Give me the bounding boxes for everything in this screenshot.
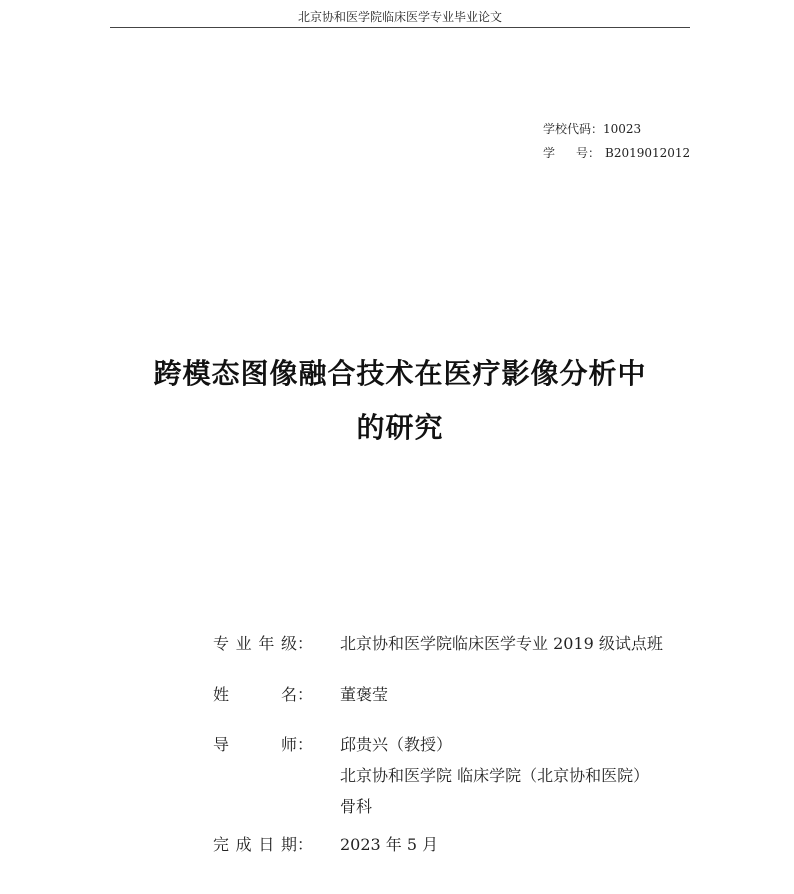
thesis-title-line-1: 跨模态图像融合技术在医疗影像分析中	[153, 357, 647, 390]
completion-date-label: 完 成 日 期：	[213, 835, 313, 854]
major-value: 北京协和医学院临床医学专业 2019 级试点班	[340, 634, 663, 653]
advisor-department: 骨科	[340, 797, 373, 816]
completion-date-value: 2023 年 5 月	[340, 835, 439, 854]
student-id-label-char2: 号：	[575, 146, 600, 160]
major-label: 专 业 年 级：	[213, 634, 313, 653]
school-code-row	[543, 121, 641, 137]
thesis-title-line-2: 的研究	[356, 411, 444, 444]
student-id-label	[543, 145, 605, 161]
name-label: 姓 名：	[213, 685, 313, 704]
student-id-row	[543, 145, 690, 161]
school-code-value: 10023	[603, 122, 642, 136]
advisor-affiliation: 北京协和医学院 临床学院（北京协和医院）	[340, 766, 650, 785]
advisor-label: 导 师：	[213, 735, 313, 754]
advisor-value: 邱贵兴（教授）	[340, 735, 453, 754]
student-id-value: B2019012012	[605, 146, 691, 160]
running-header: 北京协和医学院临床医学专业毕业论文	[297, 10, 502, 24]
school-code-label: 学校代码：	[543, 122, 604, 136]
student-id-label-char1: 学	[543, 146, 556, 160]
header-rule	[110, 27, 690, 28]
name-value: 董褒莹	[340, 685, 389, 704]
